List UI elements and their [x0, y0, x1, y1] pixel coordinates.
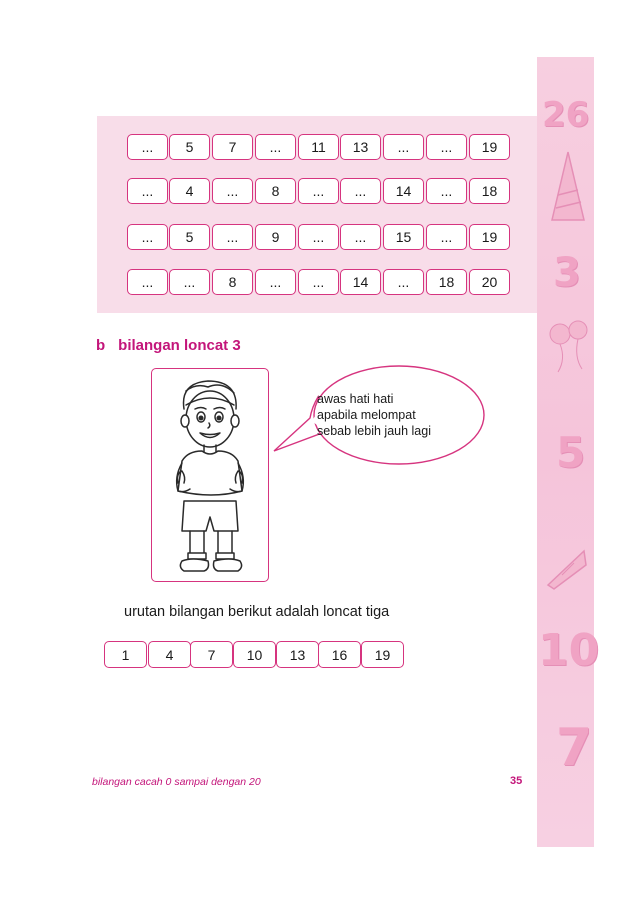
grid-cell[interactable]: 9 [255, 224, 296, 250]
sequence-cell: 16 [318, 641, 361, 668]
page-number: 35 [510, 775, 523, 787]
grid-cell[interactable]: 19 [469, 224, 510, 250]
grid-cell[interactable]: 4 [169, 178, 210, 204]
grid-cell[interactable]: ... [298, 178, 339, 204]
boy-illustration [152, 369, 267, 580]
grid-cell[interactable]: ... [212, 224, 253, 250]
grid-cell[interactable]: 7 [212, 134, 253, 160]
sequence-cell: 13 [276, 641, 319, 668]
grid-cell[interactable]: 5 [169, 224, 210, 250]
footer-chapter-title: bilangan cacah 0 sampai dengan 20 [92, 776, 261, 788]
grid-cell[interactable]: ... [426, 224, 467, 250]
sequence-cell: 7 [190, 641, 233, 668]
grid-cell[interactable]: 14 [383, 178, 424, 204]
grid-cell[interactable]: ... [127, 134, 168, 160]
grid-cell[interactable]: ... [127, 269, 168, 295]
grid-cell[interactable]: ... [298, 269, 339, 295]
grid-cell[interactable]: 18 [426, 269, 467, 295]
grid-cell[interactable]: 18 [469, 178, 510, 204]
speech-bubble-text [317, 391, 477, 439]
sequence-cell: 10 [233, 641, 276, 668]
grid-cell[interactable]: ... [383, 134, 424, 160]
side-number-2: 3 [553, 250, 581, 296]
bubble-line: sebab lebih jauh lagi [317, 424, 431, 438]
side-number-4: 10 [538, 625, 600, 676]
grid-cell[interactable]: ... [426, 178, 467, 204]
grid-cell[interactable]: 5 [169, 134, 210, 160]
grid-cell[interactable]: 20 [469, 269, 510, 295]
side-number-1: 26 [542, 95, 590, 135]
sequence-cell: 4 [148, 641, 191, 668]
grid-cell[interactable]: 8 [212, 269, 253, 295]
grid-cell[interactable]: 19 [469, 134, 510, 160]
bubble-line: apabila melompat [317, 408, 416, 422]
side-number-3: 5 [556, 428, 586, 477]
grid-cell[interactable]: ... [298, 224, 339, 250]
grid-cell[interactable]: 15 [383, 224, 424, 250]
section-heading [96, 337, 241, 354]
grid-cell[interactable]: ... [426, 134, 467, 160]
grid-cell[interactable]: 8 [255, 178, 296, 204]
party-horn-icon [544, 545, 590, 590]
boy-illustration-frame [151, 368, 269, 582]
section-letter: b [96, 337, 106, 354]
sequence-cell: 19 [361, 641, 404, 668]
grid-cell[interactable]: 14 [340, 269, 381, 295]
side-number-5: 7 [556, 718, 593, 778]
grid-cell[interactable]: ... [169, 269, 210, 295]
grid-cell[interactable]: ... [212, 178, 253, 204]
grid-cell[interactable]: 11 [298, 134, 339, 160]
party-hat-icon [548, 150, 588, 225]
grid-cell[interactable]: ... [340, 178, 381, 204]
grid-cell[interactable]: ... [127, 178, 168, 204]
balloons-icon [544, 318, 594, 388]
section-title: bilangan loncat 3 [118, 337, 241, 354]
sequence-cell: 1 [104, 641, 147, 668]
grid-cell[interactable]: ... [255, 269, 296, 295]
grid-cell[interactable]: ... [255, 134, 296, 160]
grid-cell[interactable]: ... [127, 224, 168, 250]
grid-cell[interactable]: ... [340, 224, 381, 250]
bubble-line: awas hati hati [317, 392, 394, 406]
instruction-sentence: urutan bilangan berikut adalah loncat tiga [124, 604, 390, 620]
grid-cell[interactable]: ... [383, 269, 424, 295]
grid-cell[interactable]: 13 [340, 134, 381, 160]
